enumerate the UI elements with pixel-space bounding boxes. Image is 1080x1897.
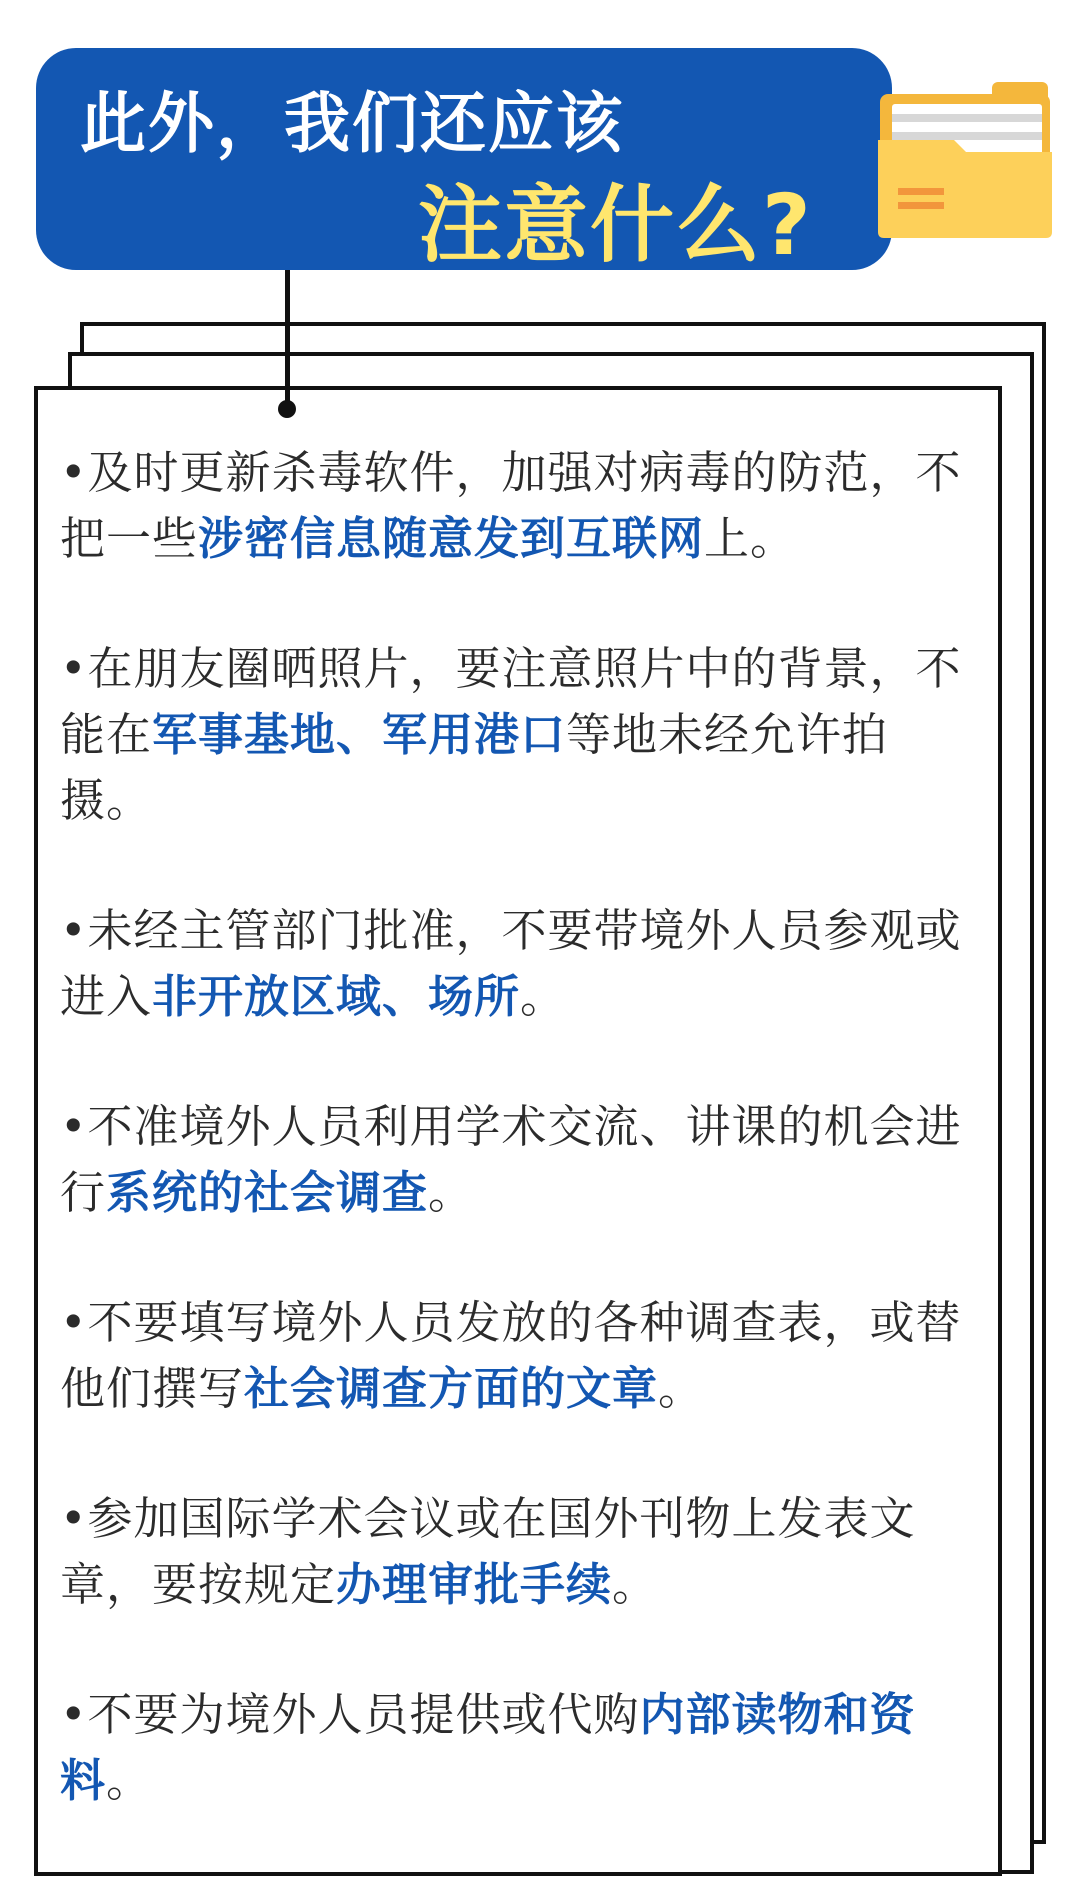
- list-item: •未经主管部门批准，不要带境外人员参观或进入非开放区域、场所。: [60, 904, 962, 1023]
- title-line-1: 此外，我们还应该: [80, 85, 624, 162]
- list-item: •不要为境外人员提供或代购内部读物和资料。: [60, 1688, 916, 1807]
- title-line-2: 注意什么?: [418, 176, 813, 274]
- highlight-text: 内部读物和资料: [60, 1688, 916, 1807]
- connector-dot: [278, 400, 296, 418]
- list-item: •不要填写境外人员发放的各种调查表，或替他们撰写社会调查方面的文章。: [60, 1296, 962, 1415]
- highlight-text: 社会调查方面的文章: [244, 1362, 659, 1415]
- list-item: •在朋友圈晒照片，要注意照片中的背景，不能在军事基地、军用港口等地未经允许拍摄。: [60, 642, 962, 827]
- tips-list: [60, 440, 980, 1878]
- highlight-text: 军事基地、军用港口: [152, 708, 567, 761]
- highlight-text: 办理审批手续: [336, 1558, 613, 1611]
- connector-line: [285, 270, 290, 404]
- highlight-text: 非开放区域、场所: [152, 970, 521, 1023]
- list-item: •及时更新杀毒软件，加强对病毒的防范，不把一些涉密信息随意发到互联网上。: [60, 446, 962, 565]
- list-item: •参加国际学术会议或在国外刊物上发表文章，要按规定办理审批手续。: [60, 1492, 916, 1611]
- folder-icon: [874, 80, 1056, 240]
- highlight-text: 系统的社会调查: [106, 1166, 429, 1219]
- highlight-text: 涉密信息随意发到互联网: [198, 512, 705, 565]
- list-item: •不准境外人员利用学术交流、讲课的机会进行系统的社会调查。: [60, 1100, 962, 1219]
